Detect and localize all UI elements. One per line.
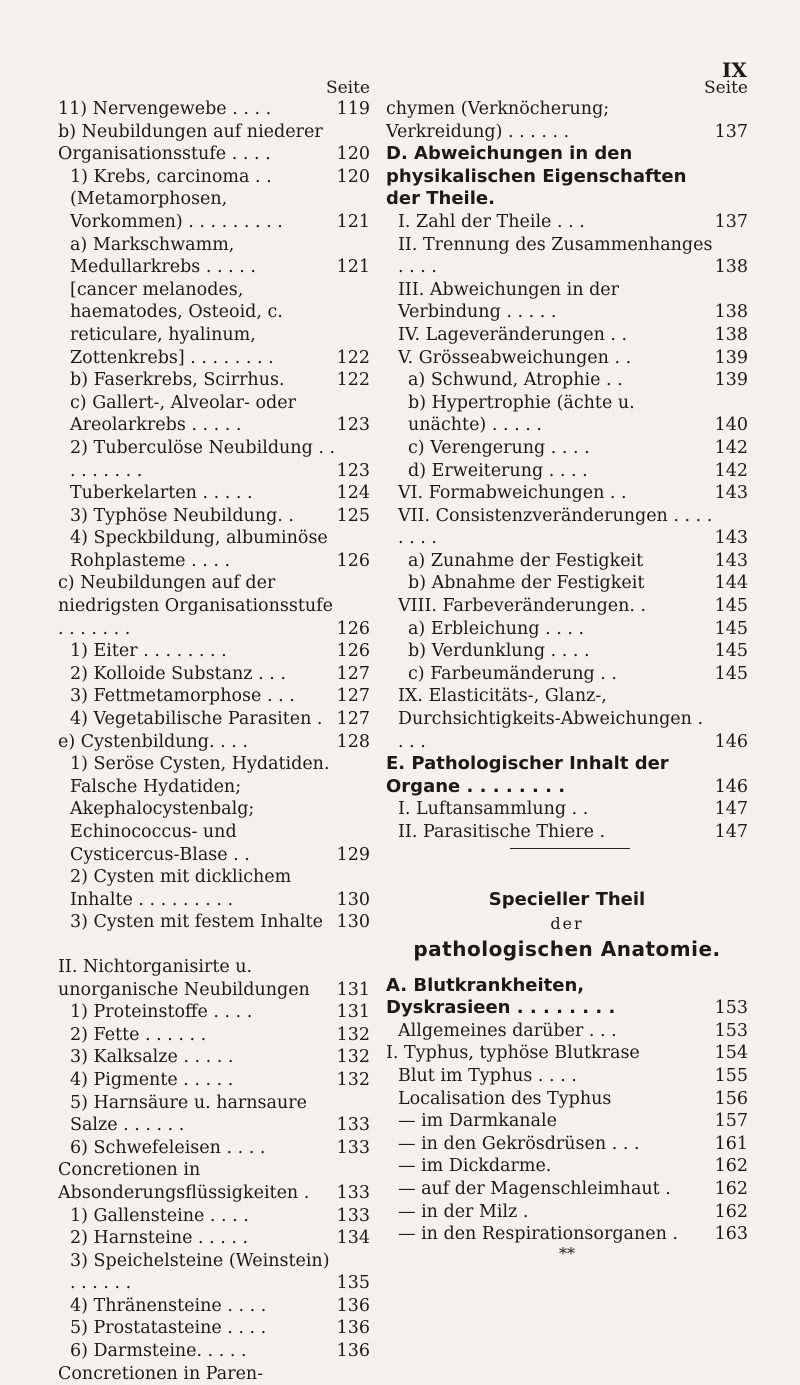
toc-entry-title: II. Nichtorganisirte u. unorganische Neubildungen: [58, 956, 310, 1000]
toc-entry: [58, 1363, 370, 1385]
page-folio: IX: [722, 58, 747, 82]
toc-entry: [58, 166, 370, 189]
toc-entry: [58, 1340, 370, 1363]
toc-entry: [386, 1020, 748, 1043]
toc-entry: [58, 279, 370, 369]
heading-line-2: der: [550, 913, 584, 933]
toc-entry: [386, 143, 748, 211]
toc-entry-page: 121: [336, 257, 370, 278]
toc-entry-title: I. Zahl der Theile . . .: [398, 211, 585, 232]
toc-entry-page: 163: [714, 1224, 748, 1245]
toc-entry-title: — auf der Magenschleimhaut .: [398, 1178, 671, 1199]
toc-entry-page: 136: [336, 1341, 370, 1362]
toc-entry: [58, 527, 370, 572]
toc-entry-page: 133: [336, 1115, 370, 1136]
toc-entry-title: I. Typhus, typhöse Blutkrase: [386, 1043, 640, 1064]
toc-entry-page: 154: [714, 1043, 748, 1064]
toc-entry-title: A. Blutkrankheiten, Dyskrasieen . . . . . . . .: [386, 974, 616, 1019]
toc-entry: [386, 347, 748, 370]
toc-entry-title: II. Trennung des Zusammenhanges . . . .: [398, 234, 713, 278]
toc-entry-title: 6) Schwefeleisen . . . .: [70, 1137, 266, 1158]
toc-entry-page: 127: [336, 686, 370, 707]
toc-entry: [386, 324, 748, 347]
toc-entry-title: Concretionen in Absonderungsflüssigkeiten .: [58, 1160, 310, 1203]
toc-entry: [386, 685, 748, 753]
toc-entry-page: 124: [336, 483, 370, 504]
toc-entry-page: 147: [714, 799, 748, 820]
toc-entry-page: 162: [714, 1156, 748, 1177]
toc-entry: [386, 572, 748, 595]
toc-entry-page: 123: [336, 415, 370, 436]
toc-entry-page: 126: [336, 550, 370, 571]
toc-entry-page: 120: [336, 144, 370, 165]
toc-entry-page: 162: [714, 1201, 748, 1222]
toc-entry: [386, 1201, 748, 1224]
toc-entry-page: 138: [714, 302, 748, 323]
heading-line-1: Specieller Theil: [488, 888, 646, 910]
toc-entry: [58, 1250, 370, 1295]
toc-entry-page: 144: [714, 573, 748, 594]
toc-entry-title: I. Luftansammlung . .: [398, 799, 589, 820]
toc-entry: [58, 1092, 370, 1137]
toc-entry-page: 133: [336, 1205, 370, 1226]
toc-entry-page: 143: [714, 483, 748, 504]
toc-entry-title: Allgemeines darüber . . .: [398, 1020, 617, 1041]
toc-entry-title: b) Faserkrebs, Scirrhus.: [70, 370, 285, 391]
toc-entry: [58, 911, 370, 934]
toc-entry: [386, 618, 748, 641]
toc-entry: [58, 1227, 370, 1250]
left-page-header: Seite: [325, 78, 370, 98]
right-column: [386, 78, 748, 1263]
toc-entry: [386, 437, 748, 460]
toc-entry: [386, 798, 748, 821]
toc-entry-title: 4) Pigmente . . . . .: [70, 1069, 234, 1090]
toc-entry-title: 5) Prostatasteine . . . .: [70, 1318, 267, 1339]
toc-entry: [58, 1069, 370, 1092]
toc-entry: [386, 460, 748, 483]
toc-entry-page: 143: [714, 528, 748, 549]
toc-entry-page: 146: [714, 776, 748, 797]
toc-entry-page: 130: [336, 889, 370, 910]
toc-entry-title: 11) Nervengewebe . . . .: [58, 99, 272, 119]
toc-entry: [58, 956, 370, 1001]
toc-entry-title: 1) Eiter . . . . . . . .: [70, 641, 227, 662]
toc-entry-title: E. Pathologischer Inhalt der Organe . . . . . . . .: [386, 753, 669, 797]
toc-entry: [58, 98, 370, 121]
toc-entry-title: 3) Cysten mit festem Inhalte: [70, 912, 324, 933]
toc-entry-page: 142: [714, 437, 748, 458]
toc-entry: [58, 1205, 370, 1228]
toc-entry: [58, 234, 370, 279]
toc-entry: [58, 1024, 370, 1047]
toc-entry: [58, 1159, 370, 1204]
toc-entry-page: 142: [714, 460, 748, 481]
toc-entry: [386, 1042, 748, 1065]
toc-entry: [58, 572, 370, 640]
toc-entry-title: Concretionen in Paren-: [58, 1363, 264, 1384]
toc-entry-page: 120: [336, 166, 370, 187]
toc-entry-title: Blut im Typhus . . . .: [398, 1065, 577, 1086]
toc-entry-title: c) Neubildungen auf der niedrigsten Organisationsstufe . . . . . . .: [58, 573, 333, 639]
toc-entry-title: — im Darmkanale: [398, 1111, 557, 1132]
toc-entry: [58, 188, 370, 233]
toc-entry-title: 1) Seröse Cysten, Hydatiden. Falsche Hydatiden; Akephalocystenbalg; Echinococcus- und Cysticercus-Blase . .: [70, 754, 330, 865]
toc-entry-page: 145: [714, 618, 748, 639]
toc-entry-title: a) Markschwamm, Medullarkrebs . . . . .: [70, 234, 256, 278]
toc-entry-page: 146: [714, 731, 748, 752]
toc-entry: [386, 550, 748, 573]
toc-entry: [58, 1046, 370, 1069]
toc-entry-title: 1) Proteinstoffe . . . .: [70, 1002, 253, 1023]
toc-entry-title: — im Dickdarme.: [398, 1156, 552, 1177]
toc-entry-title: 4) Thränensteine . . . .: [70, 1295, 267, 1316]
toc-entry-title: 3) Typhöse Neubildung. .: [70, 505, 294, 526]
toc-entry-page: 153: [714, 998, 748, 1019]
signature-mark: **: [559, 1243, 575, 1263]
toc-entry-title: b) Verdunklung . . . .: [408, 641, 590, 662]
toc-entry-title: V. Grösseabweichungen . .: [398, 347, 632, 368]
toc-entry: [58, 392, 370, 437]
toc-entry-page: 157: [714, 1111, 748, 1132]
toc-entry: [386, 595, 748, 618]
toc-entry-page: 140: [714, 415, 748, 436]
toc-entry-title: a) Erbleichung . . . .: [408, 618, 585, 639]
special-part-heading: [386, 889, 748, 961]
toc-entry-title: — in der Milz .: [398, 1201, 529, 1222]
left-column: [58, 78, 370, 1385]
toc-entry: [386, 211, 748, 234]
toc-entry-title: IV. Lageveränderungen . .: [398, 324, 628, 345]
toc-entry-page: 129: [336, 844, 370, 865]
toc-entry: [386, 1155, 748, 1178]
toc-entry-page: 132: [336, 1069, 370, 1090]
toc-entry: [58, 663, 370, 686]
left-toc-list: [58, 98, 370, 1385]
toc-entry: [386, 482, 748, 505]
toc-entry: [58, 1001, 370, 1024]
toc-entry: [386, 1178, 748, 1201]
toc-entry-page: 137: [714, 211, 748, 232]
toc-entry-title: b) Neubildungen auf niederer Organisationsstufe . . . .: [58, 121, 323, 165]
toc-entry-page: 122: [336, 370, 370, 391]
toc-entry-title: — in den Gekrösdrüsen . . .: [398, 1133, 640, 1154]
toc-entry-title: 4) Speckbildung, albuminöse Rohplasteme . . . .: [70, 528, 328, 571]
toc-entry: [58, 866, 370, 911]
toc-entry-title: 3) Speichelsteine (Weinstein) . . . . . .: [70, 1250, 330, 1294]
toc-entry: [58, 640, 370, 663]
right-toc-list: [386, 98, 748, 844]
toc-entry-page: 121: [336, 211, 370, 232]
toc-entry-title: VI. Formabweichungen . .: [398, 483, 627, 504]
toc-entry: [386, 279, 748, 324]
toc-entry-title: chymen (Verknöcherung; Verkreidung) . . . . . .: [386, 99, 610, 142]
toc-entry-title: c) Farbeumänderung . .: [408, 663, 617, 684]
toc-entry-title: e) Cystenbildung. . . .: [58, 731, 248, 752]
toc-entry-title: VIII. Farbeveränderungen. .: [398, 596, 647, 617]
toc-entry-title: Tuberkelarten . . . . .: [70, 483, 253, 504]
toc-entry-title: d) Erweiterung . . . .: [408, 460, 588, 481]
toc-entry-page: 139: [714, 347, 748, 368]
toc-entry-page: 147: [714, 822, 748, 842]
toc-entry: [58, 934, 370, 956]
toc-entry-title: 2) Fette . . . . . .: [70, 1024, 207, 1045]
toc-entry-title: 3) Fettmetamorphose . . .: [70, 686, 295, 707]
toc-entry-page: 133: [336, 1182, 370, 1203]
toc-entry-page: 123: [336, 460, 370, 481]
toc-entry: [386, 505, 748, 550]
toc-entry-page: 145: [714, 641, 748, 662]
toc-entry: [386, 98, 748, 143]
toc-entry-page: 126: [336, 618, 370, 639]
right-page-header: Seite: [703, 78, 748, 98]
toc-entry-page: 131: [336, 1002, 370, 1023]
toc-entry-title: 6) Darmsteine. . . . .: [70, 1341, 247, 1362]
toc-entry-page: 132: [336, 1047, 370, 1068]
toc-entry-page: 138: [714, 324, 748, 345]
toc-entry: [58, 1317, 370, 1340]
toc-entry-page: 138: [714, 257, 748, 278]
toc-entry-title: 5) Harnsäure u. harnsaure Salze . . . . . .: [70, 1092, 307, 1136]
toc-entry: [386, 1223, 748, 1246]
toc-entry: [58, 731, 370, 754]
toc-entry: [58, 437, 370, 482]
toc-entry-title: VII. Consistenzveränderungen . . . . . . . .: [398, 505, 713, 549]
toc-entry-page: 136: [336, 1295, 370, 1316]
toc-entry-page: 161: [714, 1133, 748, 1154]
toc-entry-page: 137: [714, 121, 748, 142]
toc-entry-page: 119: [336, 99, 370, 119]
toc-entry-title: 4) Vegetabilische Parasiten .: [70, 709, 323, 730]
toc-entry-title: [cancer melanodes, haematodes, Osteoid, c. reticulare, hyalinum, Zottenkrebs] . . . . . . . .: [70, 279, 283, 368]
toc-entry-title: b) Hypertrophie (ächte u. unächte) . . . . .: [408, 392, 635, 436]
toc-entry: [386, 1088, 748, 1111]
toc-entry: [58, 753, 370, 866]
toc-entry-title: III. Abweichungen in der Verbindung . . . . .: [398, 279, 619, 323]
toc-entry-title: a) Zunahme der Festigkeit: [408, 550, 644, 571]
toc-entry-page: 139: [714, 370, 748, 391]
toc-entry: [58, 121, 370, 166]
toc-entry: [386, 369, 748, 392]
toc-entry-page: 127: [336, 663, 370, 684]
toc-entry-page: 135: [336, 1273, 370, 1294]
toc-entry-page: 145: [714, 596, 748, 617]
toc-entry-title: 3) Kalksalze . . . . .: [70, 1047, 234, 1068]
toc-entry-page: 153: [714, 1020, 748, 1041]
toc-entry: [58, 482, 370, 505]
toc-entry: [386, 821, 748, 844]
toc-entry-page: 131: [336, 979, 370, 1000]
toc-entry-page: 128: [336, 731, 370, 752]
toc-entry: [386, 753, 748, 798]
toc-entry-page: 145: [714, 663, 748, 684]
toc-entry: [386, 1133, 748, 1156]
toc-entry: [386, 640, 748, 663]
toc-entry-page: 133: [336, 1137, 370, 1158]
toc-entry-page: 162: [714, 1178, 748, 1199]
toc-entry-title: — in den Respirationsorganen .: [398, 1224, 678, 1245]
toc-entry-title: c) Gallert-, Alveolar- oder Areolarkrebs . . . . .: [70, 392, 296, 436]
toc-entry-title: II. Parasitische Thiere .: [398, 822, 606, 842]
toc-entry: [386, 1110, 748, 1133]
toc-entry-title: a) Schwund, Atrophie . .: [408, 370, 623, 391]
toc-entry-page: 136: [336, 1318, 370, 1339]
section-rule: [510, 848, 630, 849]
toc-entry: [58, 708, 370, 731]
toc-entry: [386, 663, 748, 686]
toc-entry-page: 132: [336, 1024, 370, 1045]
toc-entry-title: 2) Cysten mit dicklichem Inhalte . . . . . . . . .: [70, 867, 292, 910]
toc-entry-page: 156: [714, 1088, 748, 1109]
toc-entry-page: 130: [336, 912, 370, 933]
toc-entry: [58, 1295, 370, 1318]
toc-entry-title: D. Abweichungen in den physikalischen Eigenschaften der Theile.: [386, 143, 687, 210]
toc-entry-title: Localisation des Typhus: [398, 1088, 612, 1109]
toc-entry-title: 2) Tuberculöse Neubildung . . . . . . . . .: [70, 437, 336, 481]
toc-entry-title: 2) Harnsteine . . . . .: [70, 1228, 249, 1249]
toc-entry-title: IX. Elasticitäts-, Glanz-, Durchsichtigkeits-Abweichungen . . . .: [398, 686, 704, 752]
toc-entry-page: 143: [714, 550, 748, 571]
toc-entry-title: 1) Krebs, carcinoma . .: [70, 166, 272, 187]
toc-entry: [386, 234, 748, 279]
toc-entry: [386, 975, 748, 1020]
heading-line-3: pathologischen Anatomie.: [413, 936, 721, 961]
toc-entry-title: (Metamorphosen, Vorkommen) . . . . . . . . .: [70, 189, 283, 232]
toc-entry-title: 1) Gallensteine . . . .: [70, 1205, 249, 1226]
toc-entry-page: 122: [336, 347, 370, 368]
toc-entry: [58, 369, 370, 392]
toc-entry-title: b) Abnahme der Festigkeit: [408, 573, 645, 594]
toc-entry: [58, 1137, 370, 1160]
toc-entry: [386, 1065, 748, 1088]
toc-entry-page: 126: [336, 641, 370, 662]
toc-entry: [386, 392, 748, 437]
toc-entry-page: 155: [714, 1065, 748, 1086]
toc-entry-page: 127: [336, 709, 370, 730]
toc-entry: [58, 505, 370, 528]
toc-entry-title: 2) Kolloide Substanz . . .: [70, 663, 286, 684]
toc-entry-page: 134: [336, 1228, 370, 1249]
toc-entry: [58, 685, 370, 708]
toc-entry-page: 125: [336, 505, 370, 526]
toc-entry-title: c) Verengerung . . . .: [408, 437, 590, 458]
right-toc-list-2: [386, 975, 748, 1246]
